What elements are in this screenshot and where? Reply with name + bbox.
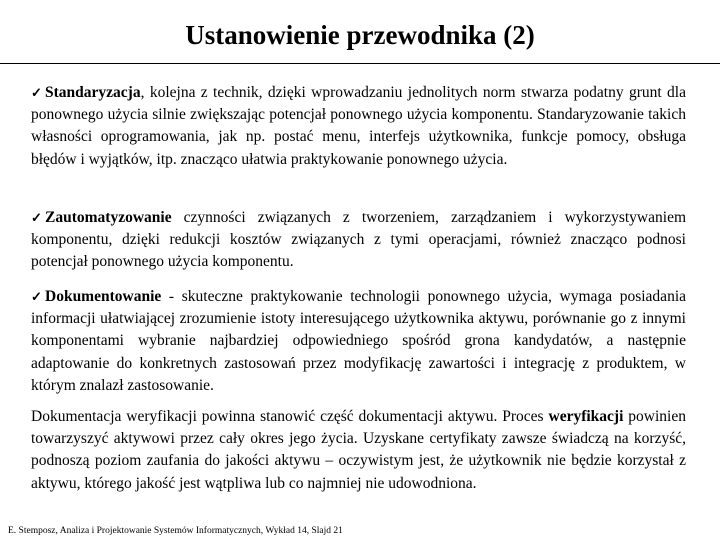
term-standaryzacja: Standaryzacja bbox=[45, 84, 141, 101]
paragraph-standaryzacja bbox=[31, 82, 686, 171]
paragraph-weryfikacja bbox=[31, 406, 686, 495]
checkmark-icon: ✓ bbox=[31, 85, 42, 100]
paragraph-dokumentowanie bbox=[31, 286, 686, 397]
term-weryfikacji: weryfikacji bbox=[548, 408, 624, 425]
term-dokumentowanie: Dokumentowanie bbox=[45, 288, 162, 305]
paragraph-text-intro: Dokumentacja weryfikacji powinna stanowić część dokumentacji aktywu. Proces bbox=[31, 408, 549, 425]
paragraph-text: , kolejna z technik, dzięki wprowadzaniu jednolitych norm stwarza podatny grunt dla ponownego użycia silnie zwiększając potencjał ponownego użycia komponentu. Standaryzowanie takich własności oprogramowania, jak np. postać menu, interfejs użytkownika, funkcje pomocy, obsługa błędów i wyjątków, itp. znacząco ułatwia praktykowanie ponownego użycia. bbox=[31, 84, 686, 168]
paragraph-zautomatyzowanie bbox=[31, 207, 686, 274]
checkmark-icon: ✓ bbox=[31, 289, 42, 304]
checkmark-icon: ✓ bbox=[31, 210, 42, 225]
paragraph-text: czynności związanych z tworzeniem, zarządzaniem i wykorzystywaniem komponentu, dzięki redukcji kosztów związanych z tymi operacjami, również znacząco podnosi potencjał ponownego użycia komponentu. bbox=[31, 209, 686, 271]
title-divider bbox=[0, 63, 720, 64]
term-zautomatyzowanie: Zautomatyzowanie bbox=[45, 209, 172, 226]
slide-footer: E. Stemposz, Analiza i Projektowanie Systemów Informatycznych, Wykład 14, Slajd 21 bbox=[8, 526, 343, 536]
slide-title: Ustanowienie przewodnika (2) bbox=[185, 20, 535, 50]
paragraph-text: powinien towarzyszyć aktywowi przez cały okres jego życia. Uzyskane certyfikaty zawsze świadczą na korzyść, podnoszą poziom zaufania do jakości aktywu – oczywistym jest, że użytkownik nie będzie korzystał z aktywu, którego jakość jest wątpliwa lub co najmniej nie udowodniona. bbox=[31, 408, 686, 492]
paragraph-text: - skuteczne praktykowanie technologii ponownego użycia, wymaga posiadania informacji ułatwiającej zrozumienie istoty interesującego użytkownika aktywu, porównanie go z innymi komponentami wybranie najbardziej odpowiedniego spośród grona kandydatów, a następnie adaptowanie do konkretnych zastosowań przez modyfikację zawartości i integrację z produktem, w którym znalazł zastosowanie. bbox=[31, 288, 686, 394]
